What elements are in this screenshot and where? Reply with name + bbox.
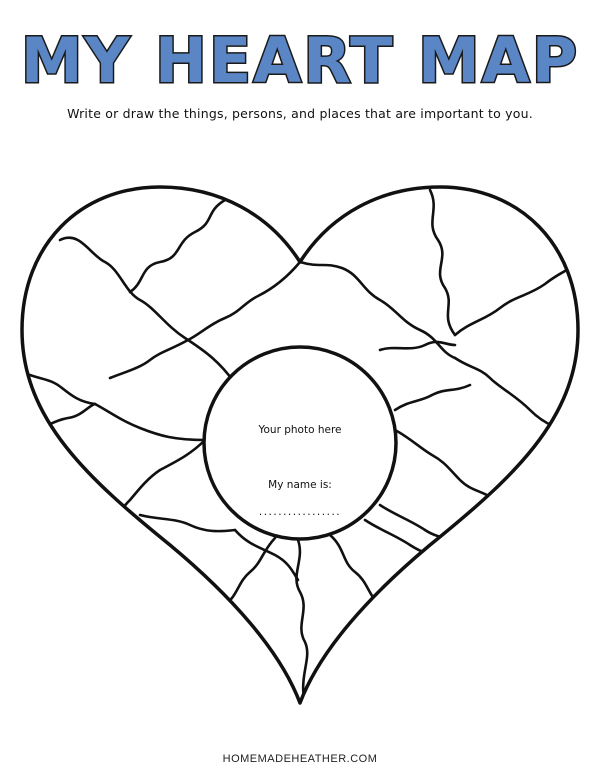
photo-label: Your photo here bbox=[258, 424, 342, 436]
section-divider bbox=[430, 190, 455, 335]
section-divider bbox=[95, 404, 205, 440]
section-divider bbox=[110, 340, 188, 378]
section-divider bbox=[130, 200, 225, 292]
section-divider bbox=[455, 262, 578, 335]
section-divider bbox=[330, 535, 380, 605]
name-blank[interactable]: ................. bbox=[258, 506, 342, 518]
instructions-text: Write or draw the things, persons, and places that are important to you. bbox=[67, 106, 533, 121]
section-divider bbox=[140, 515, 235, 531]
section-divider bbox=[296, 540, 307, 700]
footer-site: HOMEMADEHEATHER.COM bbox=[222, 753, 378, 765]
section-divider bbox=[188, 262, 300, 340]
section-divider bbox=[395, 385, 470, 410]
section-divider bbox=[395, 430, 495, 500]
section-divider bbox=[60, 238, 238, 388]
section-divider bbox=[365, 520, 450, 565]
section-divider bbox=[455, 358, 578, 432]
name-label: My name is: bbox=[268, 479, 332, 491]
section-divider bbox=[225, 538, 275, 605]
page-title: MY HEART MAP bbox=[20, 24, 580, 97]
